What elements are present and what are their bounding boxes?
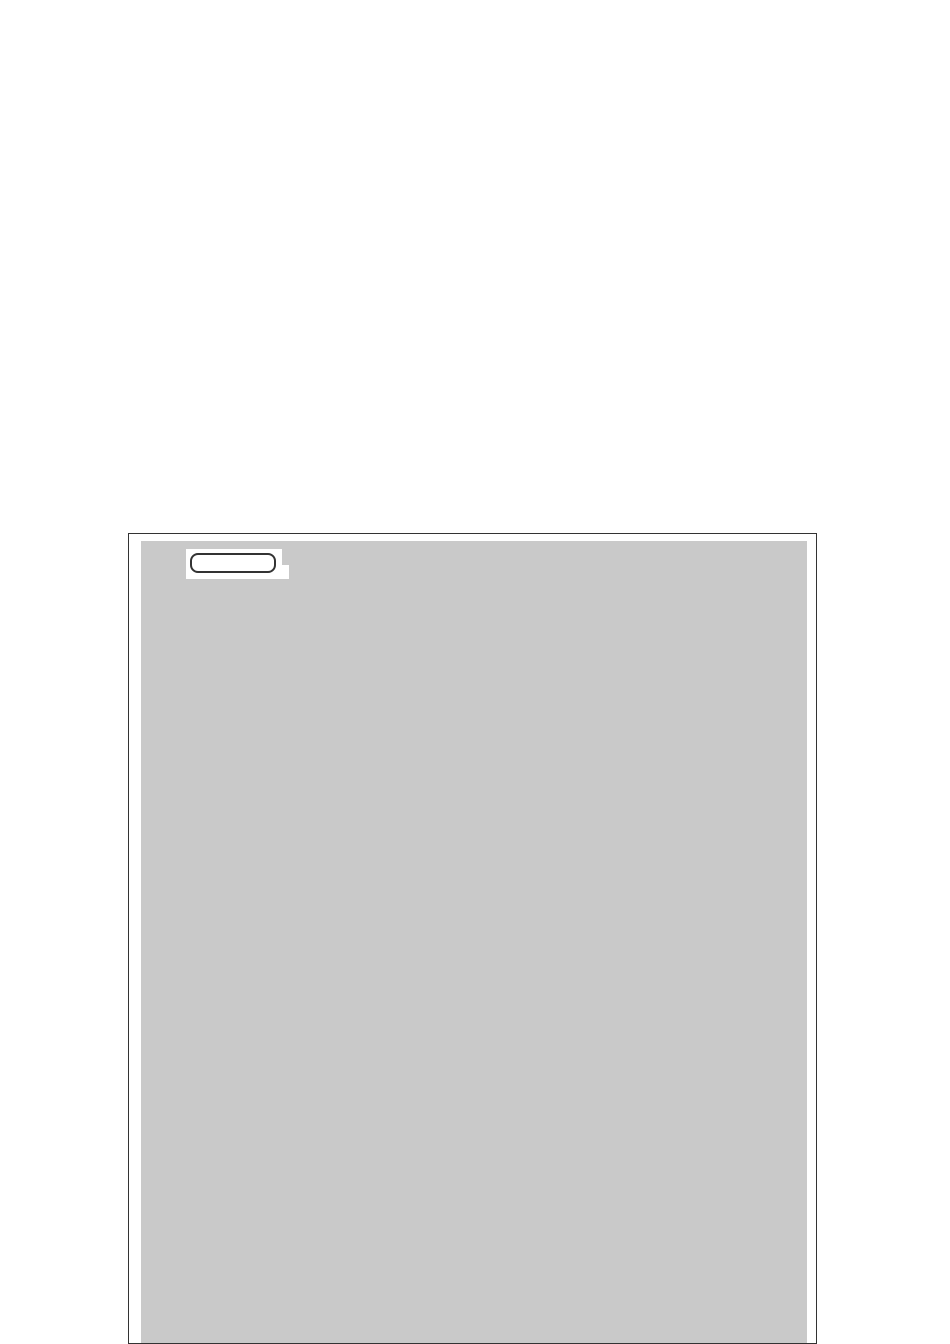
deep-exploration-box [128, 533, 817, 1344]
shaded-content [141, 541, 807, 1344]
badge-label [190, 553, 276, 573]
badge-marker [282, 565, 289, 579]
section-badge [186, 549, 282, 579]
